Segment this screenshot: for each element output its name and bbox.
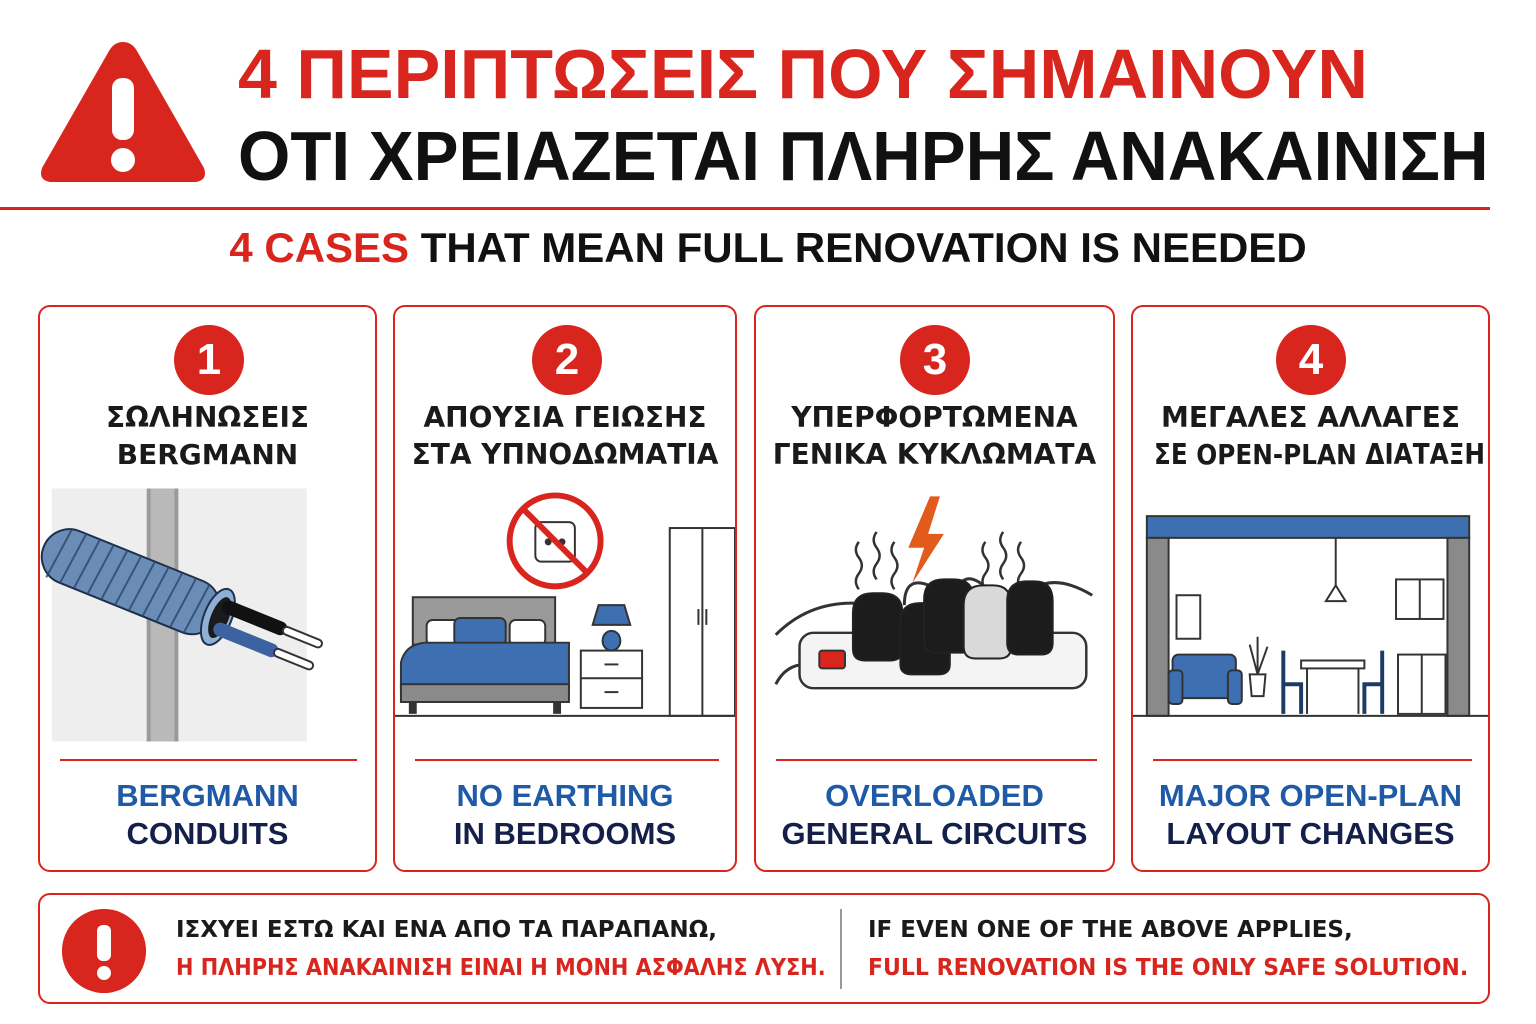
case-greek-title-line1: ΥΠΕΡΦΟΡΤΩΜΕΝΑ xyxy=(791,401,1078,434)
case-english-label-line1: NO EARTHING xyxy=(456,778,674,813)
case-number-badge: 1 xyxy=(174,325,244,395)
case-english-label-line1: BERGMANN xyxy=(116,778,299,813)
case-card-3 xyxy=(754,305,1115,872)
case-english-label xyxy=(756,777,1113,853)
case-english-label xyxy=(40,777,375,853)
english-subtitle xyxy=(0,224,1536,272)
case-greek-title xyxy=(756,399,1113,473)
subtitle-highlight: 4 CASES xyxy=(229,224,410,271)
page-title-line-1: 4 ΠΕΡΙΠΤΩΣΕΙΣ ΠΟΥ ΣΗΜΑΙΝΟΥΝ xyxy=(238,35,1368,113)
page-title-line-2: ΟΤΙ ΧΡΕΙΑΖΕΤΑΙ ΠΛΗΡΗΣ ΑΝΑΚΑΙΝΙΣΗ xyxy=(238,117,1489,195)
footer-greek-line1: ΙΣΧΥΕΙ ΕΣΤΩ ΚΑΙ ΕΝΑ ΑΠΟ ΤΑ ΠΑΡΑΠΑΝΩ, xyxy=(176,917,717,943)
case-greek-title-line1: ΜΕΓΑΛΕΣ ΑΛΛΑΓΕΣ xyxy=(1161,401,1460,434)
case-greek-title-line2: ΣΕ OPEN-PLAN ΔΙΑΤΑΞΗ xyxy=(1153,438,1486,471)
card-divider xyxy=(60,759,357,761)
case-greek-title-line2: ΣΤΑ ΥΠΝΟΔΩΜΑΤΙΑ xyxy=(411,438,719,471)
footer-divider xyxy=(840,909,842,989)
conduit-cable-icon xyxy=(40,485,375,747)
card-divider xyxy=(1153,759,1472,761)
open-plan-room-icon xyxy=(1133,485,1488,747)
bedroom-no-socket-icon xyxy=(395,485,735,747)
case-number-badge: 4 xyxy=(1276,325,1346,395)
footer-english-line1: IF EVEN ONE OF THE ABOVE APPLIES, xyxy=(868,917,1353,943)
case-english-label-line2: LAYOUT CHANGES xyxy=(1166,816,1455,851)
case-english-label-line1: OVERLOADED xyxy=(825,778,1044,813)
case-english-label-line2: CONDUITS xyxy=(126,816,289,851)
subtitle-rest: THAT MEAN FULL RENOVATION IS NEEDED xyxy=(409,224,1307,271)
case-greek-title-line2: ΓΕΝΙΚΑ ΚΥΚΛΩΜΑΤΑ xyxy=(772,438,1097,471)
case-english-label xyxy=(395,777,735,853)
case-card-1 xyxy=(38,305,377,872)
card-divider xyxy=(415,759,719,761)
warning-triangle-icon xyxy=(36,36,210,186)
footer-english-text xyxy=(868,911,1495,987)
header-divider xyxy=(0,207,1490,210)
case-english-label-line1: MAJOR OPEN-PLAN xyxy=(1158,778,1463,813)
footer-greek-text xyxy=(176,911,893,987)
footer-greek-line2: Η ΠΛΗΡΗΣ ΑΝΑΚΑΙΝΙΣΗ ΕΙΝΑΙ Η ΜΟΝΗ ΑΣΦΑΛΗΣ ΛΥΣΗ. xyxy=(176,955,826,981)
case-english-label-line2: GENERAL CIRCUITS xyxy=(781,816,1088,851)
case-greek-title-line1: ΑΠΟΥΣΙΑ ΓΕΙΩΣΗΣ xyxy=(423,401,707,434)
case-greek-title xyxy=(1133,399,1488,473)
case-greek-title xyxy=(395,399,735,473)
case-english-label xyxy=(1133,777,1488,853)
case-card-4 xyxy=(1131,305,1490,872)
footer-english-line2: FULL RENOVATION IS THE ONLY SAFE SOLUTION. xyxy=(868,955,1469,981)
card-divider xyxy=(776,759,1097,761)
exclamation-circle-icon xyxy=(62,909,146,993)
case-number-badge: 3 xyxy=(900,325,970,395)
overloaded-power-strip-icon xyxy=(756,485,1113,747)
case-greek-title-line1: ΣΩΛΗΝΩΣΕΙΣ xyxy=(105,401,310,434)
case-greek-title-line2: BERGMANN xyxy=(116,438,299,471)
case-greek-title xyxy=(40,399,375,473)
case-card-2 xyxy=(393,305,737,872)
case-english-label-line2: IN BEDROOMS xyxy=(453,816,677,851)
footer-notice xyxy=(38,893,1490,1004)
case-number-badge: 2 xyxy=(532,325,602,395)
